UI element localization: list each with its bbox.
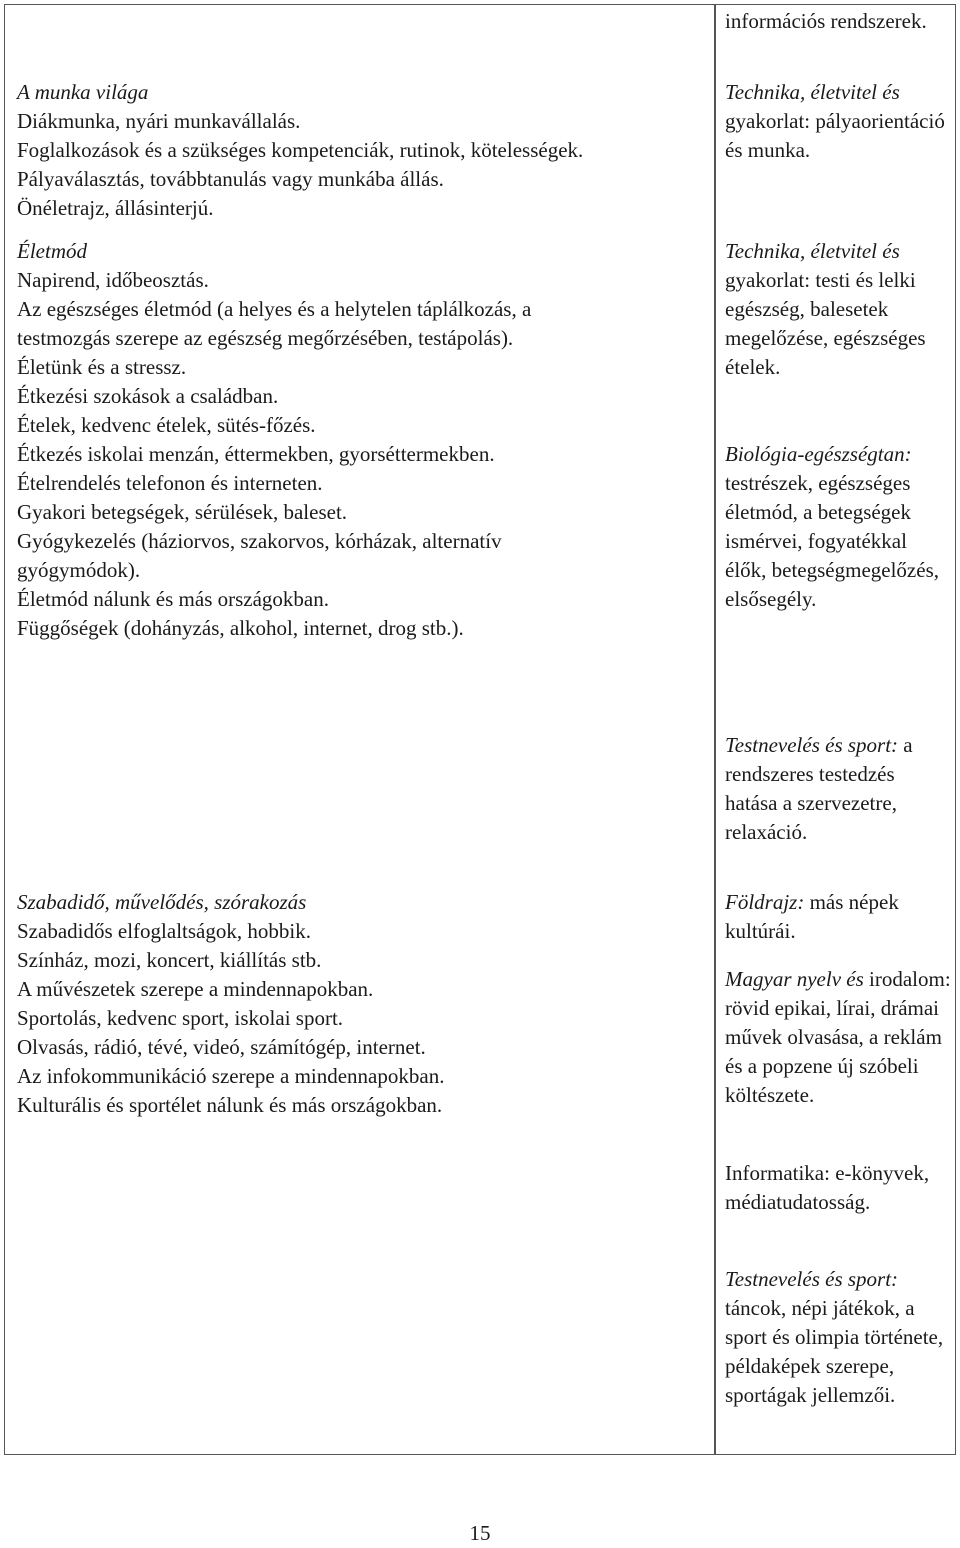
topic-line: Diákmunka, nyári munkavállalás.: [17, 109, 301, 133]
curriculum-table: [4, 4, 956, 1455]
connection-subject: Technika, életvitel és: [725, 239, 900, 263]
connection-subject: Testnevelés és sport:: [725, 733, 899, 757]
connection-subject: Technika, életvitel és: [725, 80, 900, 104]
topic-line: Kulturális és sportélet nálunk és más országokban.: [17, 1093, 443, 1117]
connection-text: Informatika: e-könyvek, médiatudatosság.: [725, 1161, 930, 1214]
connection-entry: [725, 965, 951, 1110]
topic-line: Szabadidős elfoglaltságok, hobbik.: [17, 919, 311, 943]
topic-line: Ételek, kedvenc ételek, sütés-főzés.: [17, 413, 316, 437]
topic-line: Önéletrajz, állásinterjú.: [17, 196, 214, 220]
topic-line: Ételrendelés telefonon és interneten.: [17, 471, 323, 495]
section-eletmod: [17, 237, 531, 643]
connection-text: más népek kultúrái.: [725, 890, 899, 943]
connection-entry: [725, 1265, 951, 1410]
section-munka: [17, 78, 583, 223]
section-title: Életmód: [17, 239, 87, 263]
connection-subject: Testnevelés és sport:: [725, 1267, 899, 1291]
topic-line: Napirend, időbeosztás.: [17, 268, 209, 292]
connection-text: táncok, népi játékok, a sport és olimpia története, példaképek szerepe, sportágak jellemzői.: [725, 1296, 944, 1407]
topic-line: Az infokommunikáció szerepe a mindennapokban.: [17, 1064, 445, 1088]
connection-entry: [725, 440, 951, 614]
topic-line: Gyakori betegségek, sérülések, baleset.: [17, 500, 348, 524]
connection-entry: [725, 888, 951, 946]
topic-line: Életünk és a stressz.: [17, 355, 187, 379]
column-divider: [714, 5, 716, 1454]
connection-text: gyakorlat: testi és lelki egészség, balesetek megelőzése, egészséges ételek.: [725, 268, 926, 379]
connection-entry: [725, 731, 951, 847]
page-number: 15: [469, 1521, 491, 1545]
topic-line: Sportolás, kedvenc sport, iskolai sport.: [17, 1006, 344, 1030]
section-title: A munka világa: [17, 80, 149, 104]
topic-line: Függőségek (dohányzás, alkohol, internet, drog stb.).: [17, 616, 464, 640]
connection-text: testrészek, egészséges életmód, a betegségek ismérvei, fogyatékkal élők, betegségmegelőzés, elsősegély.: [725, 471, 939, 611]
connection-text: a rendszeres testedzés hatása a szervezetre, relaxáció.: [725, 733, 913, 844]
connection-subject: Magyar nyelv és: [725, 967, 864, 991]
connection-text: gyakorlat: pályaorientáció és munka.: [725, 109, 945, 162]
connection-text: információs rendszerek.: [725, 9, 927, 33]
topic-line: A művészetek szerepe a mindennapokban.: [17, 977, 374, 1001]
connection-text: irodalom: rövid epikai, lírai, drámai művek olvasása, a reklám és a popzene új szóbeli költészete.: [725, 967, 951, 1107]
topic-line: Étkezés iskolai menzán, éttermekben, gyorséttermekben.: [17, 442, 495, 466]
topic-line: Gyógykezelés (háziorvos, szakorvos, kórházak, alternatív: [17, 529, 502, 553]
topic-line: Színház, mozi, koncert, kiállítás stb.: [17, 948, 322, 972]
topic-line: gyógymódok).: [17, 558, 141, 582]
topic-line: Pályaválasztás, továbbtanulás vagy munkába állás.: [17, 167, 444, 191]
connection-entry: [725, 1159, 951, 1217]
connection-subject: Biológia-egészségtan:: [725, 442, 912, 466]
connection-entry: [725, 78, 951, 165]
connection-entry: [725, 237, 951, 382]
topic-line: Étkezési szokások a családban.: [17, 384, 279, 408]
section-szabadido: [17, 888, 444, 1120]
topic-line: testmozgás szerepe az egészség megőrzésében, testápolás).: [17, 326, 514, 350]
topic-line: Életmód nálunk és más országokban.: [17, 587, 330, 611]
topic-line: Foglalkozások és a szükséges kompetenciák, rutinok, kötelességek.: [17, 138, 584, 162]
topic-line: Olvasás, rádió, tévé, videó, számítógép, internet.: [17, 1035, 426, 1059]
topic-line: Az egészséges életmód (a helyes és a helytelen táplálkozás, a: [17, 297, 532, 321]
section-title: Szabadidő, művelődés, szórakozás: [17, 890, 307, 914]
connection-subject: Földrajz:: [725, 890, 805, 914]
connection-entry: [725, 7, 951, 36]
